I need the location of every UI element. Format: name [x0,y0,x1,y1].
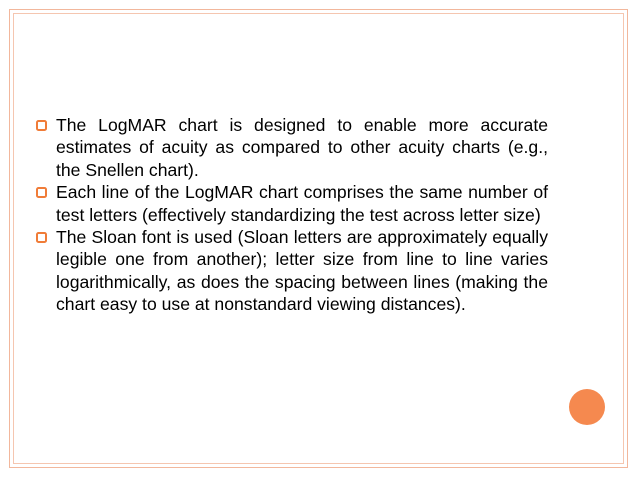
accent-circle [569,389,605,425]
bullet-list [36,114,548,316]
bullet-text: Each line of the LogMAR chart comprises the same number of test letters (effectively standardizing the test across letter size) [56,182,548,225]
bullet-text: The LogMAR chart is designed to enable more accurate estimates of acuity as compared to other acuity charts (e.g., the Snellen chart). [56,115,548,180]
open-square-bullet-icon [36,114,50,136]
open-square-bullet-icon [36,226,50,248]
bullet-item-sloan-font [36,226,548,316]
open-square-bullet-icon [36,181,50,203]
bullet-item-logmar-design [36,114,548,181]
bullet-item-letter-count [36,181,548,226]
bullet-text: The Sloan font is used (Sloan letters are approximately equally legible one from another); letter size from line to line varies logarithmically, as does the spacing between lines (making the chart easy to use at nonstandard viewing distances). [56,227,548,315]
